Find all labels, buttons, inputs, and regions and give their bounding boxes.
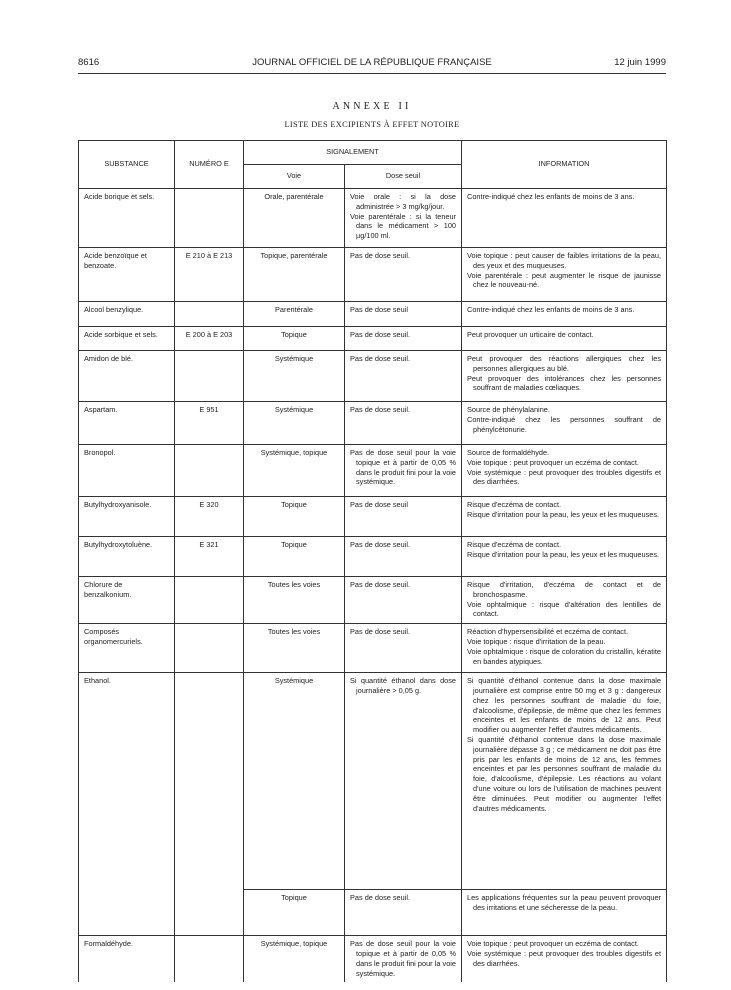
cell-voie: Toutes les voies xyxy=(244,577,345,624)
table-row xyxy=(79,445,667,497)
information-text: Réaction d'hypersensibilité et eczéma de contact. xyxy=(467,627,629,637)
information-text: Peut provoquer des réactions allergiques chez les personnes allergiques au blé. xyxy=(467,354,662,373)
cell-substance: Acide sorbique et sels. xyxy=(79,327,175,351)
col-header-voie: Voie xyxy=(244,165,345,189)
information-text: Voie topique : peut provoquer un eczéma de contact. xyxy=(467,939,639,949)
cell-information xyxy=(462,248,667,302)
dose-text: Pas de dose seuil. xyxy=(350,627,411,637)
cell-voie: Systémique xyxy=(244,351,345,402)
information-text: Peut provoquer des intolérances chez les personnes souffrant de maladies cœliaques. xyxy=(467,373,662,393)
cell-substance: Composés organomercuriels. xyxy=(79,624,175,673)
information-text: Si quantité d'éthanol contenue dans la dose maximale journalière dépasse 3 g ; ce médicament ne doit pas être pris par les enfants de moins de 12 ans, les femmes enceintes et par les personnes souffrant de maladie du foie, d'alcoolisme, d'épilepsie. Les réactions au volant d'une voiture ou lors de l'utilisation de machines peuvent être diminuées. Peut modifier ou augmenter l'effet d'autres médicaments. xyxy=(467,734,662,813)
cell-substance: Bronopol. xyxy=(79,445,175,497)
cell-numero xyxy=(175,445,244,497)
cell-dose xyxy=(345,327,462,351)
dose-text: Voie parentérale : si la teneur dans le médicament > 100 µg/100 ml. xyxy=(350,211,457,241)
cell-dose xyxy=(345,890,462,936)
information-text: Risque d'irritation pour la peau, les yeux et les muqueuses. xyxy=(467,509,660,519)
table-row xyxy=(79,302,667,327)
cell-numero xyxy=(175,189,244,248)
information-text: Voie systémique : peut provoquer des troubles digestifs et des diarrhées. xyxy=(467,948,662,968)
cell-numero: E 951 xyxy=(175,402,244,445)
cell-dose xyxy=(345,351,462,402)
information-text: Voie topique : risque d'irritation de la peau. xyxy=(467,636,606,646)
dose-text: Pas de dose seuil. xyxy=(350,893,411,903)
table-body xyxy=(79,189,667,983)
col-header-information: INFORMATION xyxy=(462,141,667,189)
cell-voie: Systémique, topique xyxy=(244,936,345,983)
table-row xyxy=(79,673,667,890)
cell-numero xyxy=(175,302,244,327)
cell-information xyxy=(462,351,667,402)
cell-information xyxy=(462,497,667,537)
information-text: Risque d'irritation, d'eczéma de contact et de bronchospasme. xyxy=(467,580,662,599)
cell-information xyxy=(462,327,667,351)
dose-text: Pas de dose seuil pour la voie topique et à partir de 0,05 % dans le produit fini pour la voie systémique. xyxy=(350,448,457,487)
information-text: Les applications fréquentes sur la peau peuvent provoquer des irritations et une sécheresse de la peau. xyxy=(467,893,662,912)
table-row xyxy=(79,248,667,302)
cell-dose xyxy=(345,577,462,624)
cell-voie: Systémique xyxy=(244,673,345,890)
cell-substance xyxy=(79,890,175,936)
journal-title: JOURNAL OFFICIEL DE LA RÉPUBLIQUE FRANÇAISE xyxy=(252,57,492,68)
publication-date: 12 juin 1999 xyxy=(614,57,666,68)
col-header-signalement: SIGNALEMENT xyxy=(244,141,462,165)
cell-dose xyxy=(345,624,462,673)
cell-voie: Toutes les voies xyxy=(244,624,345,673)
table-row xyxy=(79,351,667,402)
col-header-numero: NUMÉRO E xyxy=(175,141,244,189)
cell-dose xyxy=(345,189,462,248)
information-text: Peut provoquer un urticaire de contact. xyxy=(467,330,594,339)
information-text: Voie ophtalmique : risque de coloration du cristallin, kératite en bandes atypiques. xyxy=(467,646,662,666)
information-text: Risque d'irritation pour la peau, les yeux et les muqueuses. xyxy=(467,549,660,559)
cell-dose xyxy=(345,673,462,890)
cell-substance: Alcool benzylique. xyxy=(79,302,175,327)
cell-dose xyxy=(345,302,462,327)
table-row xyxy=(79,402,667,445)
cell-information xyxy=(462,189,667,248)
dose-text: Pas de dose seuil. xyxy=(350,540,411,549)
cell-voie: Topique xyxy=(244,890,345,936)
excipients-table xyxy=(78,140,667,982)
information-text: Voie ophtalmique : risque d'altération des lentilles de contact. xyxy=(467,599,662,619)
cell-voie: Systémique xyxy=(244,402,345,445)
dose-text: Pas de dose seuil xyxy=(350,500,408,509)
cell-dose xyxy=(345,537,462,577)
dose-text: Pas de dose seuil. xyxy=(350,580,411,589)
cell-information xyxy=(462,624,667,673)
cell-numero: E 320 xyxy=(175,497,244,537)
cell-information xyxy=(462,445,667,497)
cell-substance: Amidon de blé. xyxy=(79,351,175,402)
dose-text: Si quantité éthanol dans dose journalière > 0,05 g. xyxy=(350,676,457,695)
table-row xyxy=(79,936,667,983)
dose-text: Pas de dose seuil. xyxy=(350,251,411,260)
cell-numero: E 210 à E 213 xyxy=(175,248,244,302)
cell-substance: Butylhydroxytoluène. xyxy=(79,537,175,577)
table-row xyxy=(79,327,667,351)
cell-dose xyxy=(345,402,462,445)
dose-text: Pas de dose seuil pour la voie topique et à partir de 0,05 % dans le produit fini pour la voie systémique. xyxy=(350,939,457,978)
cell-voie: Parentérale xyxy=(244,302,345,327)
table-row xyxy=(79,497,667,537)
dose-text: Pas de dose seuil. xyxy=(350,405,411,414)
information-text: Source de formaldéhyde. xyxy=(467,448,550,457)
cell-voie: Topique xyxy=(244,537,345,577)
col-header-substance: SUBSTANCE xyxy=(79,141,175,189)
cell-numero: E 321 xyxy=(175,537,244,577)
cell-voie: Systémique, topique xyxy=(244,445,345,497)
cell-voie: Topique, parentérale xyxy=(244,248,345,302)
cell-information xyxy=(462,890,667,936)
cell-dose xyxy=(345,497,462,537)
annex-subtitle: LISTE DES EXCIPIENTS À EFFET NOTOIRE xyxy=(284,120,460,129)
cell-substance: Butylhydroxyanisole. xyxy=(79,497,175,537)
cell-information xyxy=(462,402,667,445)
table-row xyxy=(79,189,667,248)
information-text: Risque d'eczéma de contact. xyxy=(467,540,562,549)
cell-substance: Formaldéhyde. xyxy=(79,936,175,983)
information-text: Voie topique : peut causer de faibles irritations de la peau, des yeux et des muqueuses. xyxy=(467,251,662,270)
cell-voie: Orale, parentérale xyxy=(244,189,345,248)
cell-substance: Chlorure de benzalkonium. xyxy=(79,577,175,624)
information-text: Voie topique : peut provoquer un eczéma de contact. xyxy=(467,457,639,467)
cell-substance: Acide benzoïque et benzoate. xyxy=(79,248,175,302)
page-header xyxy=(78,57,666,71)
cell-voie: Topique xyxy=(244,327,345,351)
cell-information xyxy=(462,302,667,327)
table-row xyxy=(79,537,667,577)
table-row xyxy=(79,577,667,624)
information-text: Contre-indiqué chez les personnes souffrant de phénylcétonurie. xyxy=(467,414,662,434)
cell-numero xyxy=(175,936,244,983)
cell-numero xyxy=(175,351,244,402)
cell-substance: Acide borique et sels. xyxy=(79,189,175,248)
table-row xyxy=(79,624,667,673)
table-row xyxy=(79,890,667,936)
header-rule xyxy=(78,73,666,74)
page-number: 8616 xyxy=(78,57,100,68)
cell-numero: E 200 à E 203 xyxy=(175,327,244,351)
information-text: Voie parentérale : peut augmenter le risque de jaunisse chez le nouveau-né. xyxy=(467,270,662,290)
cell-information xyxy=(462,537,667,577)
cell-dose xyxy=(345,445,462,497)
dose-text: Voie orale : si la dose administrée > 3 mg/kg/jour. xyxy=(350,192,457,211)
cell-voie: Topique xyxy=(244,497,345,537)
cell-numero xyxy=(175,624,244,673)
cell-information xyxy=(462,936,667,983)
cell-substance: Ethanol. xyxy=(79,673,175,890)
cell-information xyxy=(462,577,667,624)
dose-text: Pas de dose seuil xyxy=(350,305,408,314)
information-text: Source de phénylalanine. xyxy=(467,405,550,414)
information-text: Voie systémique : peut provoquer des troubles digestifs et des diarrhées. xyxy=(467,467,662,487)
col-header-dose: Dose seuil xyxy=(345,165,462,189)
information-text: Risque d'eczéma de contact. xyxy=(467,500,562,509)
annex-title: ANNEXE II xyxy=(332,101,412,112)
cell-numero xyxy=(175,673,244,890)
dose-text: Pas de dose seuil. xyxy=(350,330,411,339)
information-text: Contre-indiqué chez les enfants de moins de 3 ans. xyxy=(467,192,635,201)
information-text: Contre-indiqué chez les enfants de moins de 3 ans. xyxy=(467,305,635,314)
dose-text: Pas de dose seuil. xyxy=(350,354,411,363)
cell-dose xyxy=(345,936,462,983)
cell-numero xyxy=(175,577,244,624)
cell-substance: Aspartam. xyxy=(79,402,175,445)
cell-information xyxy=(462,673,667,890)
cell-numero xyxy=(175,890,244,936)
information-text: Si quantité d'éthanol contenue dans la dose maximale journalière est comprise entre 50 mg et 3 g : dangereux chez les personnes souffrant de maladie du foie, d'alcoolisme, d'épilepsie, de même que chez les femmes enceintes et les enfants de moins de 12 ans. Peut modifier ou augmenter l'effet d'autres médicaments. xyxy=(467,676,662,735)
cell-dose xyxy=(345,248,462,302)
